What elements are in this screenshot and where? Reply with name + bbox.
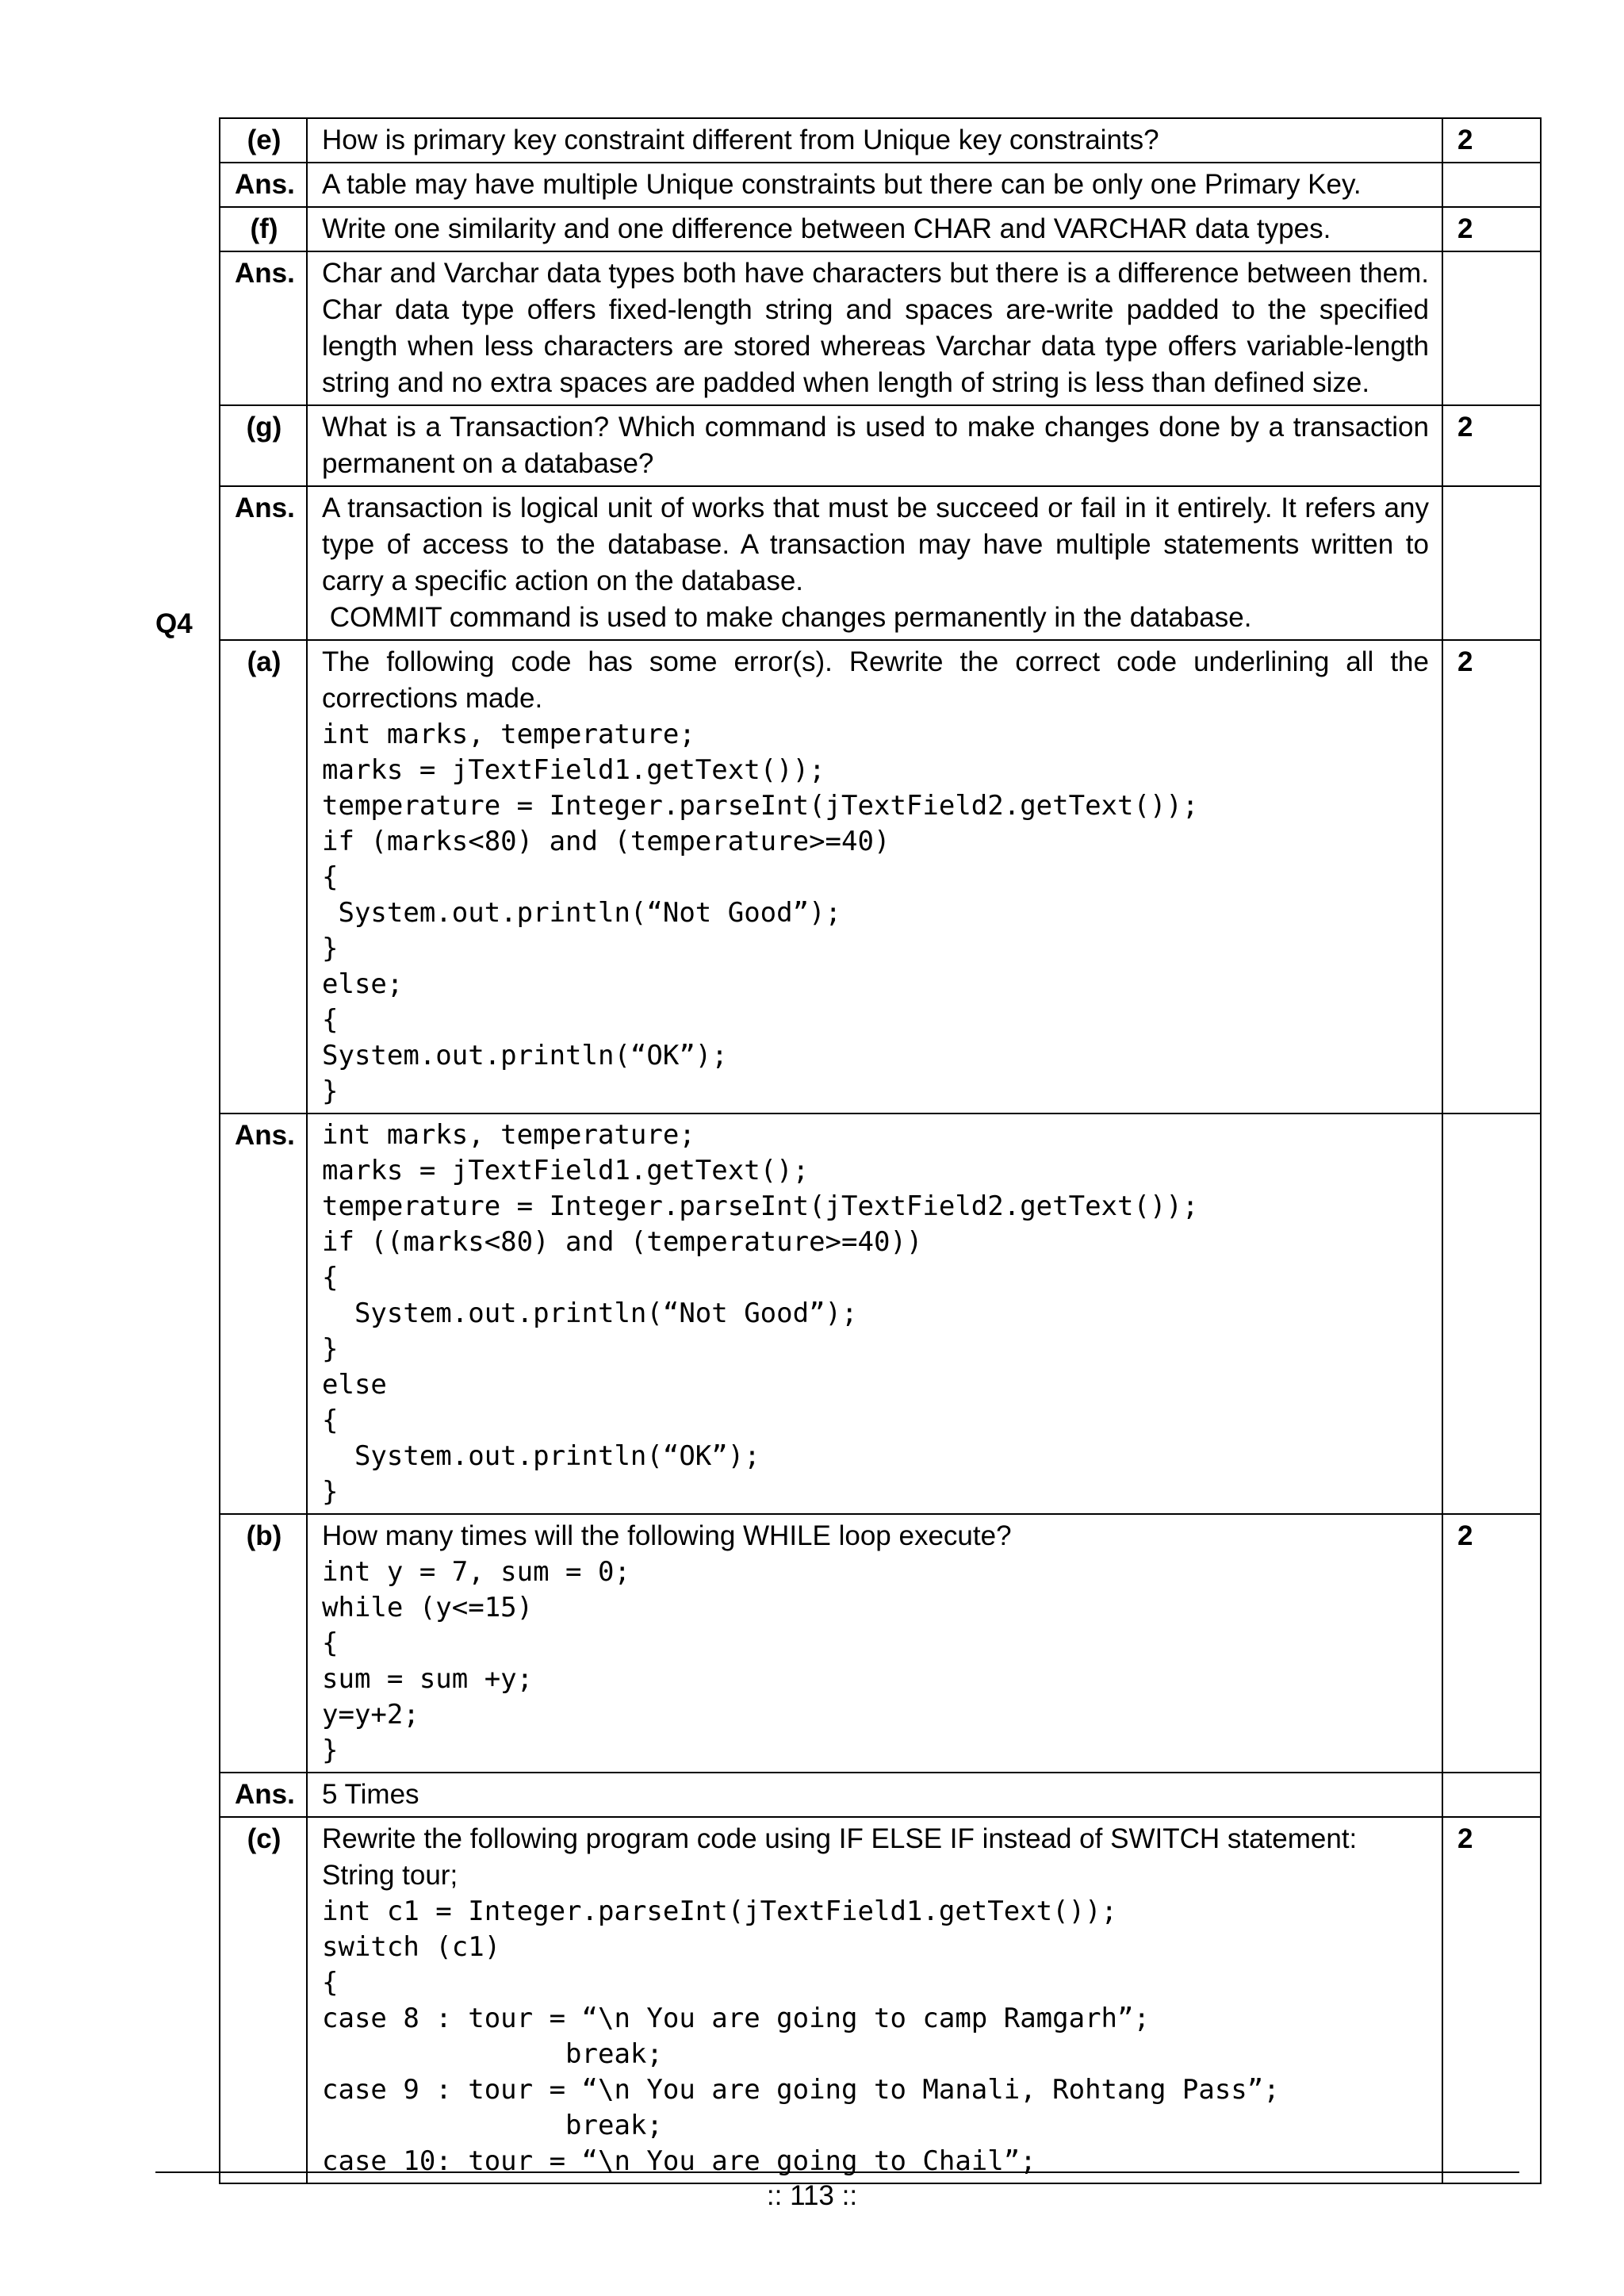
marks: 2 bbox=[1442, 118, 1541, 163]
marks: 2 bbox=[1442, 1514, 1541, 1773]
table-row bbox=[220, 405, 1541, 486]
code-block: int c1 = Integer.parseInt(jTextField1.getText()); switch (c1) { case 8 : tour = “\n You are going to camp Ramgarh”; break; case 9 : tour = “\n You are going to Manali, Rohtang Pass”; break; case 10: tour = “\n You are going to Chail”; bbox=[322, 1895, 1280, 2177]
table-row bbox=[220, 163, 1541, 207]
marks bbox=[1442, 486, 1541, 640]
code-block: int marks, temperature; marks = jTextField1.getText(); temperature = Integer.parseInt(jTextField2.getText()); if ((marks<80) and (temperature>=40)) { System.out.println(“Not Good”); } else { System.out.println(“OK”); } bbox=[322, 1119, 1199, 1508]
table-row bbox=[220, 1773, 1541, 1817]
marks: 2 bbox=[1442, 207, 1541, 251]
table-row bbox=[220, 1817, 1541, 2183]
table-row bbox=[220, 251, 1541, 405]
footer-divider bbox=[155, 2171, 1519, 2173]
row-label: (e) bbox=[220, 118, 307, 163]
code-block: int marks, temperature; marks = jTextField1.getText()); temperature = Integer.parseInt(jTextField2.getText()); if (marks<80) and (temperature>=40) { System.out.println(“Not Good”); } else; { System.out.println(“OK”); } bbox=[322, 719, 1199, 1107]
row-label: (g) bbox=[220, 405, 307, 486]
answer-text: Char and Varchar data types both have characters but there is a difference between them. Char data type offers fixed-length string and spaces are-write padded to the specified length when less characters are stored whereas Varchar data type offers variable-length string and no extra spaces are padded when length of string is less than defined size. bbox=[307, 251, 1442, 405]
question-text: What is a Transaction? Which command is used to make changes done by a transaction permanent on a database? bbox=[307, 405, 1442, 486]
table-row bbox=[220, 640, 1541, 1114]
marks: 2 bbox=[1442, 1817, 1541, 2183]
row-label: Ans. bbox=[220, 163, 307, 207]
marks bbox=[1442, 1773, 1541, 1817]
row-label: (c) bbox=[220, 1817, 307, 2183]
row-label: Ans. bbox=[220, 1114, 307, 1514]
table-row bbox=[220, 207, 1541, 251]
row-label: (f) bbox=[220, 207, 307, 251]
row-label: Ans. bbox=[220, 1773, 307, 1817]
marks bbox=[1442, 1114, 1541, 1514]
question-text: Write one similarity and one difference between CHAR and VARCHAR data types. bbox=[307, 207, 1442, 251]
answer-text: 5 Times bbox=[307, 1773, 1442, 1817]
question-text: How is primary key constraint different from Unique key constraints? bbox=[307, 118, 1442, 163]
table-row bbox=[220, 1114, 1541, 1514]
qa-table bbox=[219, 117, 1542, 2184]
row-label: Ans. bbox=[220, 486, 307, 640]
row-label: Ans. bbox=[220, 251, 307, 405]
marks bbox=[1442, 251, 1541, 405]
marks bbox=[1442, 163, 1541, 207]
table-row bbox=[220, 1514, 1541, 1773]
table-row bbox=[220, 118, 1541, 163]
marks: 2 bbox=[1442, 405, 1541, 486]
row-label: (a) bbox=[220, 640, 307, 1114]
question-number: Q4 bbox=[155, 608, 193, 639]
page-number: :: 113 :: bbox=[766, 2180, 858, 2211]
question-text: The following code has some error(s). Rewrite the correct code underlining all the corrections made. int marks, temperature; marks = jTextField1.getText()); temperature = Integer.parseInt(jTextField2.getText()); if (marks<80) and (temperature>=40) { System.out.println(“Not Good”); } else; { System.out.println(“OK”); } bbox=[307, 640, 1442, 1114]
question-text: How many times will the following WHILE loop execute? int y = 7, sum = 0; while (y<=15) { sum = sum +y; y=y+2; } bbox=[307, 1514, 1442, 1773]
answer-text: A transaction is logical unit of works that must be succeed or fail in it entirely. It refers any type of access to the database. A transaction may have multiple statements written to carry a specific action on the database. COMMIT command is used to make changes permanently in the database. bbox=[307, 486, 1442, 640]
answer-text bbox=[307, 1114, 1442, 1514]
marks: 2 bbox=[1442, 640, 1541, 1114]
question-text: Rewrite the following program code using IF ELSE IF instead of SWITCH statement: String tour; int c1 = Integer.parseInt(jTextField1.getText()); switch (c1) { case 8 : tour = “\n You are going to camp Ramgarh”; break; case 9 : tour = “\n You are going to Manali, Rohtang Pass”; break; case 10: tour = “\n You are going to Chail”; bbox=[307, 1817, 1442, 2183]
table-row bbox=[220, 486, 1541, 640]
answer-text: A table may have multiple Unique constraints but there can be only one Primary Key. bbox=[307, 163, 1442, 207]
code-block: int y = 7, sum = 0; while (y<=15) { sum = sum +y; y=y+2; } bbox=[322, 1556, 630, 1766]
row-label: (b) bbox=[220, 1514, 307, 1773]
